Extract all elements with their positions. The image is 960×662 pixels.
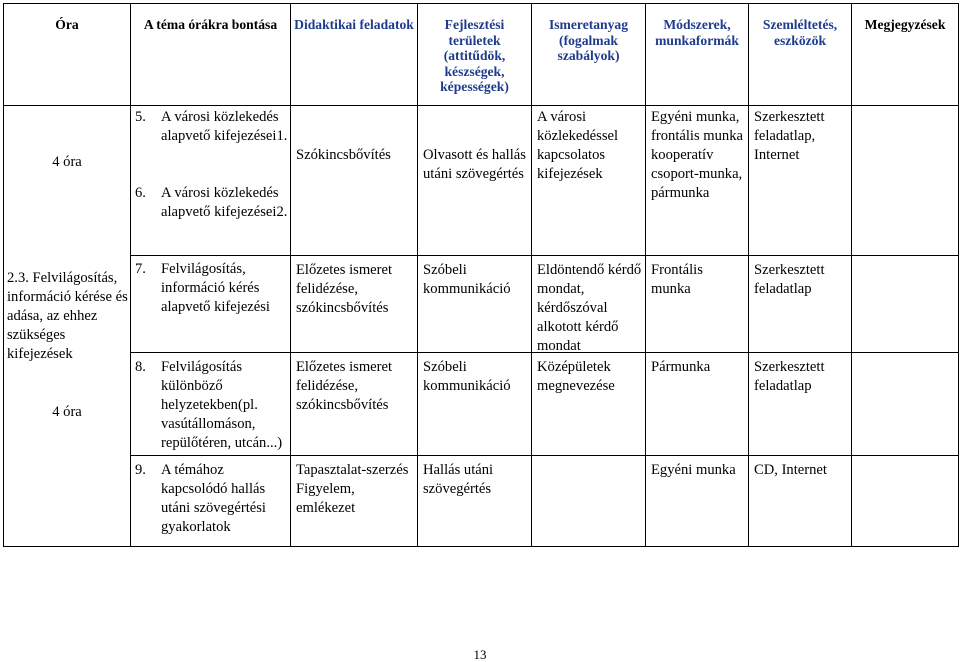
modszerek-item: Frontális munka bbox=[651, 262, 703, 297]
divider bbox=[291, 255, 417, 256]
modszerek-item: Egyéni munka bbox=[651, 462, 736, 478]
header-row bbox=[4, 4, 959, 106]
lesson-item bbox=[135, 461, 290, 537]
lesson-plan-table bbox=[3, 3, 959, 547]
modszerek-item: Pármunka bbox=[651, 359, 711, 375]
szemleltetes-item: Szerkesztett feladatlap bbox=[754, 359, 825, 394]
lesson-item bbox=[135, 184, 290, 222]
divider bbox=[852, 352, 958, 353]
ismeretanyag-item: Eldöntendő kérdő mondat, kérdőszóval alkotott kérdő mondat bbox=[537, 262, 642, 354]
divider bbox=[291, 352, 417, 353]
header-didaktikai: Didaktikai feladatok bbox=[291, 4, 418, 106]
topic-title: 2.3. Felvilágosítás, információ kérése és adása, az ehhez szükséges kifejezések bbox=[7, 270, 128, 362]
divider bbox=[131, 352, 290, 353]
lesson-number: 9. bbox=[135, 462, 146, 478]
lesson-number: 7. bbox=[135, 261, 146, 277]
topic-row bbox=[4, 106, 959, 547]
page-number: 13 bbox=[473, 647, 487, 662]
divider bbox=[418, 352, 531, 353]
didaktikai-cell bbox=[291, 106, 418, 547]
divider bbox=[131, 455, 290, 456]
divider bbox=[852, 255, 958, 256]
divider bbox=[749, 455, 851, 456]
szemleltetes-item: CD, Internet bbox=[754, 462, 827, 478]
didaktikai-item: Tapasztalat-szerzés Figyelem, emlékezet bbox=[296, 462, 409, 516]
fejlesztesi-item: Hallás utáni szövegértés bbox=[423, 462, 494, 497]
lesson-title: Felvilágosítás különböző helyzetekben(pl. vasútállomáson, repülőtéren, utcán...) bbox=[161, 359, 283, 451]
divider bbox=[749, 352, 851, 353]
header-modszerek: Módszerek, munkaformák bbox=[646, 4, 749, 106]
fejlesztesi-item: Szóbeli kommunikáció bbox=[423, 262, 511, 297]
lessons-cell bbox=[131, 106, 291, 547]
divider bbox=[646, 255, 748, 256]
divider bbox=[749, 255, 851, 256]
header-megjegyzesek: Megjegyzések bbox=[852, 4, 959, 106]
lesson-item bbox=[135, 358, 290, 453]
header-fejlesztesi: Fejlesztési területek (attitűdök, készségek, képességek) bbox=[418, 4, 532, 106]
divider bbox=[532, 455, 645, 456]
divider bbox=[646, 352, 748, 353]
topic-hours-bottom: 4 óra bbox=[52, 404, 82, 420]
lesson-title: A városi közlekedés alapvető kifejezései1. bbox=[161, 109, 288, 144]
divider bbox=[646, 455, 748, 456]
fejlesztesi-item: Olvasott és hallás utáni szövegértés bbox=[423, 147, 526, 182]
topic-hours-top: 4 óra bbox=[52, 154, 82, 170]
topic-cell bbox=[4, 106, 131, 547]
szemleltetes-item: Szerkesztett feladatlap, Internet bbox=[754, 109, 825, 163]
divider bbox=[418, 455, 531, 456]
lesson-title: Felvilágosítás, információ kérés alapvető kifejezési bbox=[161, 261, 270, 315]
szemleltetes-item: Szerkesztett feladatlap bbox=[754, 262, 825, 297]
modszerek-cell bbox=[646, 106, 749, 547]
lesson-item bbox=[135, 260, 290, 317]
divider bbox=[852, 455, 958, 456]
lesson-number: 5. bbox=[135, 109, 146, 125]
header-szemleltetes: Szemléltetés, eszközök bbox=[749, 4, 852, 106]
didaktikai-item: Előzetes ismeret felidézése, szókincsbővítés bbox=[296, 262, 393, 316]
fejlesztesi-item: Szóbeli kommunikáció bbox=[423, 359, 511, 394]
didaktikai-item: Szókincsbővítés bbox=[296, 147, 391, 163]
divider bbox=[532, 352, 645, 353]
divider bbox=[131, 255, 290, 256]
header-tema: A téma órákra bontása bbox=[131, 4, 291, 106]
fejlesztesi-cell bbox=[418, 106, 532, 547]
divider bbox=[291, 455, 417, 456]
modszerek-item: Egyéni munka, frontális munka kooperatív csoport-munka, pármunka bbox=[651, 109, 744, 201]
divider bbox=[532, 255, 645, 256]
ismeretanyag-item: A városi közlekedéssel kapcsolatos kifejezések bbox=[537, 109, 619, 182]
header-ora: Óra bbox=[4, 4, 131, 106]
lesson-title: A városi közlekedés alapvető kifejezései2. bbox=[161, 185, 288, 220]
divider bbox=[418, 255, 531, 256]
lesson-number: 8. bbox=[135, 359, 146, 375]
szemleltetes-cell bbox=[749, 106, 852, 547]
didaktikai-item: Előzetes ismeret felidézése, szókincsbővítés bbox=[296, 359, 393, 413]
lesson-title: A témához kapcsolódó hallás utáni szövegértési gyakorlatok bbox=[161, 462, 266, 535]
megjegyzesek-cell bbox=[852, 106, 959, 547]
ismeretanyag-cell bbox=[532, 106, 646, 547]
lesson-number: 6. bbox=[135, 185, 146, 201]
ismeretanyag-item: Középületek megnevezése bbox=[537, 359, 615, 394]
header-ismeretanyag: Ismeretanyag (fogalmak szabályok) bbox=[532, 4, 646, 106]
lesson-item bbox=[135, 108, 290, 146]
